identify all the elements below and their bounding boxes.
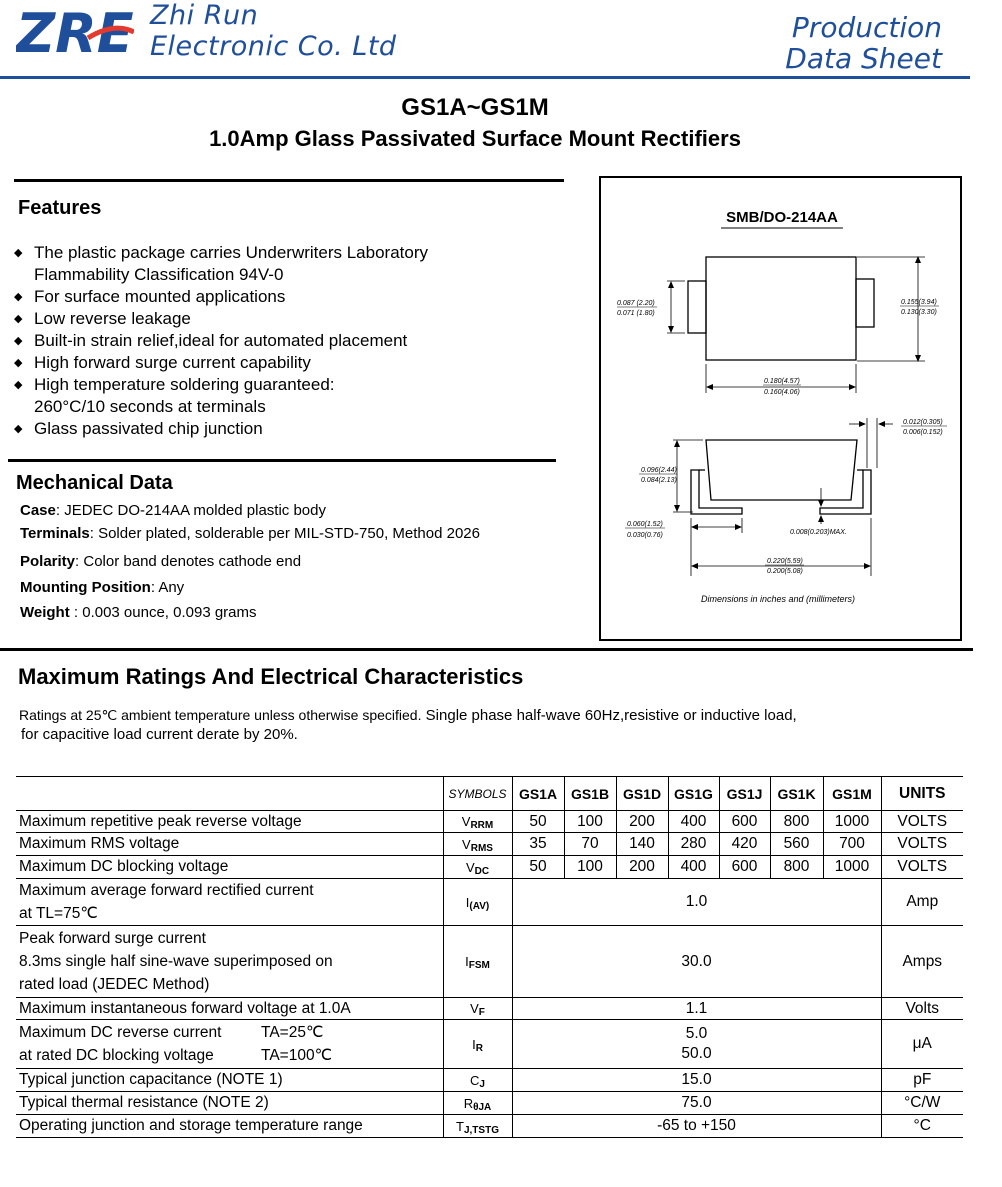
svg-text:0.006(0.152): 0.006(0.152) <box>903 429 943 436</box>
features-divider <box>14 179 564 182</box>
ratings-heading: Maximum Ratings And Electrical Characteristics <box>18 664 524 689</box>
ratings-table <box>16 776 963 1138</box>
document-type-line2: Data Sheet <box>785 42 942 75</box>
bullet-arrow-icon: ◆ <box>14 357 23 369</box>
table-row: Peak forward surge current 8.3ms single half sine-wave superimposed on rated load (JEDEC Method) $I_{FSM}$ 30.0 Amps <box>16 926 963 998</box>
table-header-param <box>16 777 443 811</box>
table-row: Maximum RMS voltage $V_{RMS}$ 35 70 140 280 420 560 700 VOLTS <box>16 833 963 856</box>
table-header-part: GS1J <box>719 777 770 811</box>
svg-text:0.060(1.52): 0.060(1.52) <box>627 521 663 528</box>
mechanical-heading: Mechanical Data <box>16 472 173 494</box>
feature-item: ◆ The plastic package carries Underwriters Laboratory <box>14 243 429 262</box>
logo-text: ZRE <box>16 2 134 62</box>
svg-text:0.160(4.06): 0.160(4.06) <box>764 389 800 396</box>
table-row: Typical thermal resistance (NOTE 2) $R_{\theta JA}$ 75.0 °C/W <box>16 1092 963 1115</box>
svg-text:0.200(5.08): 0.200(5.08) <box>767 568 803 575</box>
table-header-part: GS1A <box>512 777 564 811</box>
table-header-units: UNITS <box>881 777 963 811</box>
product-description: 1.0Amp Glass Passivated Surface Mount Rectifiers <box>209 126 741 151</box>
svg-text:0.155(3.94): 0.155(3.94) <box>901 299 937 306</box>
package-top-view <box>667 257 925 393</box>
part-range-title: GS1A~GS1M <box>401 94 549 121</box>
feature-item: ◆ High forward surge current capability <box>14 353 311 372</box>
feature-item: ◆ For surface mounted applications <box>14 287 286 306</box>
bullet-arrow-icon: ◆ <box>14 291 23 303</box>
svg-text:0.071 (1.80): 0.071 (1.80) <box>617 310 655 317</box>
table-row: Maximum average forward rectified current at TL=75℃ $I_{(AV)}$ 1.0 Amp <box>16 879 963 926</box>
table-header-symbols: SYMBOLS <box>443 777 512 811</box>
feature-item: ◆ Low reverse leakage <box>14 309 191 328</box>
bullet-arrow-icon: ◆ <box>14 313 23 325</box>
bullet-arrow-icon: ◆ <box>14 423 23 435</box>
mechanical-divider <box>8 459 556 462</box>
dimensions-note: Dimensions in inches and (millimeters) <box>700 594 856 604</box>
feature-item-continuation: Flammability Classification 94V-0 <box>34 265 284 284</box>
svg-text:0.096(2.44): 0.096(2.44) <box>641 467 677 474</box>
company-name-line2: Electronic Co. Ltd <box>150 31 397 62</box>
bullet-arrow-icon: ◆ <box>14 247 23 259</box>
mech-row-mounting: Mounting Position: Any <box>20 579 185 596</box>
mech-row-case: Case: JEDEC DO-214AA molded plastic body <box>20 502 326 519</box>
svg-text:0.012(0.305): 0.012(0.305) <box>903 419 943 426</box>
company-logo <box>16 2 134 62</box>
table-header-part: GS1B <box>564 777 616 811</box>
svg-text:0.180(4.57): 0.180(4.57) <box>764 378 800 385</box>
svg-text:0.008(0.203)MAX.: 0.008(0.203)MAX. <box>790 529 847 536</box>
company-name <box>150 0 397 62</box>
package-side-view <box>673 418 893 576</box>
ratings-note: Ratings at 25℃ ambient temperature unless otherwise specified. Single phase half-wave 60Hz,resistive or inductive load, for capacitive load current derate by 20%. <box>19 707 797 743</box>
features-list <box>14 242 428 440</box>
mech-row-terminals: Terminals: Solder plated, solderable per MIL-STD-750, Method 2026 <box>20 525 480 542</box>
svg-text:0.220(5.59): 0.220(5.59) <box>767 558 803 565</box>
company-name-line1: Zhi Run <box>150 0 259 31</box>
table-header-part: GS1K <box>770 777 823 811</box>
mech-row-polarity: Polarity: Color band denotes cathode end <box>20 553 302 570</box>
table-header-part: GS1M <box>823 777 881 811</box>
table-row: Maximum DC blocking voltage $V_{DC}$ 50 100 200 400 600 800 1000 VOLTS <box>16 856 963 879</box>
package-drawing <box>601 178 960 639</box>
feature-item: ◆ High temperature soldering guaranteed: <box>14 375 335 394</box>
features-heading: Features <box>18 197 102 219</box>
table-row: Maximum DC reverse current at rated DC blocking voltage TA=25℃ TA=100℃ $I_R$ 5.0 50.0 μA <box>16 1020 963 1069</box>
package-name: SMB/DO-214AA <box>726 209 838 226</box>
document-type <box>785 12 942 74</box>
svg-text:0.084(2.13): 0.084(2.13) <box>641 477 677 484</box>
feature-item: ◆ Glass passivated chip junction <box>14 419 263 438</box>
document-type-line1: Production <box>791 11 942 44</box>
table-header-part: GS1D <box>616 777 668 811</box>
bullet-arrow-icon: ◆ <box>14 335 23 347</box>
package-outline-box <box>599 176 962 641</box>
feature-item: ◆ Built-in strain relief,ideal for automated placement <box>14 331 408 350</box>
table-row: Typical junction capacitance (NOTE 1) $C_J$ 15.0 pF <box>16 1069 963 1092</box>
svg-text:0.087 (2.20): 0.087 (2.20) <box>617 300 655 307</box>
table-row: Maximum repetitive peak reverse voltage $V_{RRM}$ 50 100 200 400 600 800 1000 VOLTS <box>16 811 963 833</box>
ratings-divider <box>0 648 973 651</box>
header-divider <box>0 76 970 79</box>
mech-row-weight: Weight : 0.003 ounce, 0.093 grams <box>20 604 257 621</box>
svg-text:0.030(0.76): 0.030(0.76) <box>627 532 663 539</box>
svg-text:0.130(3.30): 0.130(3.30) <box>901 309 937 316</box>
table-header-row <box>16 777 963 811</box>
bullet-arrow-icon: ◆ <box>14 379 23 391</box>
table-row: Maximum instantaneous forward voltage at 1.0A $V_F$ 1.1 Volts <box>16 998 963 1020</box>
table-header-part: GS1G <box>668 777 719 811</box>
feature-item-continuation: 260°C/10 seconds at terminals <box>34 397 266 416</box>
table-row: Operating junction and storage temperature range $T_{J,TSTG}$ -65 to +150 °C <box>16 1115 963 1138</box>
